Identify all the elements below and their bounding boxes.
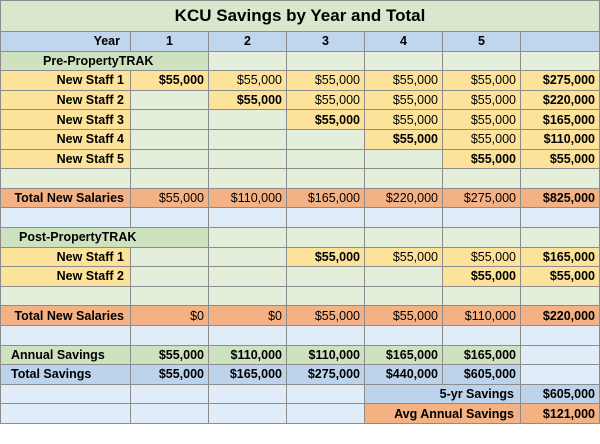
salary-cell xyxy=(287,149,365,169)
salary-cell: $55,000 xyxy=(443,90,521,110)
salary-cell xyxy=(287,267,365,287)
total-salary-cell: $110,000 xyxy=(443,306,521,326)
annual-savings-cell: $110,000 xyxy=(209,345,287,365)
salary-cell: $55,000 xyxy=(365,129,443,149)
row-total-cell: $220,000 xyxy=(521,90,600,110)
post-section-row xyxy=(1,227,600,247)
row-total-cell: $275,000 xyxy=(521,71,600,91)
annual-savings-cell: $165,000 xyxy=(443,345,521,365)
post-staff-row xyxy=(1,267,600,287)
total-savings-row xyxy=(1,365,600,385)
year-header-row xyxy=(1,32,600,52)
pre-staff-row xyxy=(1,71,600,91)
row-total-cell: $110,000 xyxy=(521,129,600,149)
annual-savings-cell: $55,000 xyxy=(131,345,209,365)
year-header-cell: 3 xyxy=(287,32,365,52)
pre-section-label: Pre-PropertyTRAK xyxy=(1,51,209,71)
salary-cell xyxy=(131,247,209,267)
row-total-cell: $165,000 xyxy=(521,110,600,130)
salary-cell: $55,000 xyxy=(365,90,443,110)
pre-staff-row xyxy=(1,149,600,169)
total-savings-cell: $55,000 xyxy=(131,365,209,385)
salary-cell: $55,000 xyxy=(209,71,287,91)
avg-annual-savings-row xyxy=(1,404,600,424)
five-yr-savings-row xyxy=(1,384,600,404)
post-total-row xyxy=(1,306,600,326)
salary-cell: $55,000 xyxy=(443,71,521,91)
staff-label: New Staff 1 xyxy=(1,71,131,91)
spacer-row xyxy=(1,325,600,345)
year-header-cell: 4 xyxy=(365,32,443,52)
pre-total-row xyxy=(1,188,600,208)
spacer-row xyxy=(1,208,600,228)
total-savings-cell: $275,000 xyxy=(287,365,365,385)
pre-staff-row xyxy=(1,90,600,110)
salary-cell: $55,000 xyxy=(287,90,365,110)
year-header-label: Year xyxy=(1,32,131,52)
total-salary-cell: $220,000 xyxy=(365,188,443,208)
post-staff-row xyxy=(1,247,600,267)
avg-annual-savings-value: $121,000 xyxy=(521,404,600,424)
spacer-row xyxy=(1,169,600,189)
salary-cell xyxy=(131,149,209,169)
salary-cell xyxy=(365,149,443,169)
total-salaries-label: Total New Salaries xyxy=(1,306,131,326)
pre-section-row xyxy=(1,51,600,71)
total-salary-cell: $0 xyxy=(209,306,287,326)
total-savings-cell: $605,000 xyxy=(443,365,521,385)
annual-savings-label: Annual Savings xyxy=(1,345,131,365)
salary-cell xyxy=(365,267,443,287)
total-header-cell xyxy=(521,32,600,52)
avg-annual-savings-label: Avg Annual Savings xyxy=(365,404,521,424)
grand-total-cell: $825,000 xyxy=(521,188,600,208)
salary-cell: $55,000 xyxy=(443,149,521,169)
staff-label: New Staff 3 xyxy=(1,110,131,130)
salary-cell: $55,000 xyxy=(365,110,443,130)
row-total-cell: $55,000 xyxy=(521,149,600,169)
salary-cell xyxy=(209,267,287,287)
staff-label: New Staff 2 xyxy=(1,267,131,287)
salary-cell: $55,000 xyxy=(287,71,365,91)
salary-cell xyxy=(131,110,209,130)
pre-staff-row xyxy=(1,129,600,149)
total-salary-cell: $55,000 xyxy=(287,306,365,326)
salary-cell: $55,000 xyxy=(443,247,521,267)
salary-cell xyxy=(131,129,209,149)
total-savings-cell: $165,000 xyxy=(209,365,287,385)
staff-label: New Staff 2 xyxy=(1,90,131,110)
salary-cell xyxy=(209,149,287,169)
five-yr-savings-value: $605,000 xyxy=(521,384,600,404)
total-salary-cell: $55,000 xyxy=(365,306,443,326)
five-yr-savings-label: 5-yr Savings xyxy=(365,384,521,404)
row-total-cell: $55,000 xyxy=(521,267,600,287)
grand-total-cell: $220,000 xyxy=(521,306,600,326)
salary-cell: $55,000 xyxy=(443,267,521,287)
total-salary-cell: $0 xyxy=(131,306,209,326)
salary-cell: $55,000 xyxy=(131,71,209,91)
annual-savings-cell: $165,000 xyxy=(365,345,443,365)
salary-cell: $55,000 xyxy=(287,247,365,267)
post-section-label: Post-PropertyTRAK xyxy=(1,227,209,247)
staff-label: New Staff 5 xyxy=(1,149,131,169)
total-savings-label: Total Savings xyxy=(1,365,131,385)
salary-cell: $55,000 xyxy=(365,247,443,267)
salary-cell xyxy=(209,110,287,130)
total-salary-cell: $110,000 xyxy=(209,188,287,208)
year-header-cell: 2 xyxy=(209,32,287,52)
salary-cell: $55,000 xyxy=(209,90,287,110)
row-total-cell: $165,000 xyxy=(521,247,600,267)
total-salary-cell: $55,000 xyxy=(131,188,209,208)
staff-label: New Staff 4 xyxy=(1,129,131,149)
annual-savings-row xyxy=(1,345,600,365)
salary-cell: $55,000 xyxy=(443,110,521,130)
total-savings-cell: $440,000 xyxy=(365,365,443,385)
spacer-row xyxy=(1,286,600,306)
pre-staff-row xyxy=(1,110,600,130)
total-salary-cell: $275,000 xyxy=(443,188,521,208)
total-salary-cell: $165,000 xyxy=(287,188,365,208)
salary-cell xyxy=(209,129,287,149)
salary-cell: $55,000 xyxy=(287,110,365,130)
total-salaries-label: Total New Salaries xyxy=(1,188,131,208)
title-row xyxy=(1,1,600,32)
table-title: KCU Savings by Year and Total xyxy=(1,1,600,32)
salary-cell xyxy=(131,267,209,287)
salary-cell xyxy=(131,90,209,110)
year-header-cell: 1 xyxy=(131,32,209,52)
salary-cell xyxy=(209,247,287,267)
annual-savings-cell: $110,000 xyxy=(287,345,365,365)
year-header-cell: 5 xyxy=(443,32,521,52)
salary-cell: $55,000 xyxy=(365,71,443,91)
salary-cell xyxy=(287,129,365,149)
salary-cell: $55,000 xyxy=(443,129,521,149)
staff-label: New Staff 1 xyxy=(1,247,131,267)
